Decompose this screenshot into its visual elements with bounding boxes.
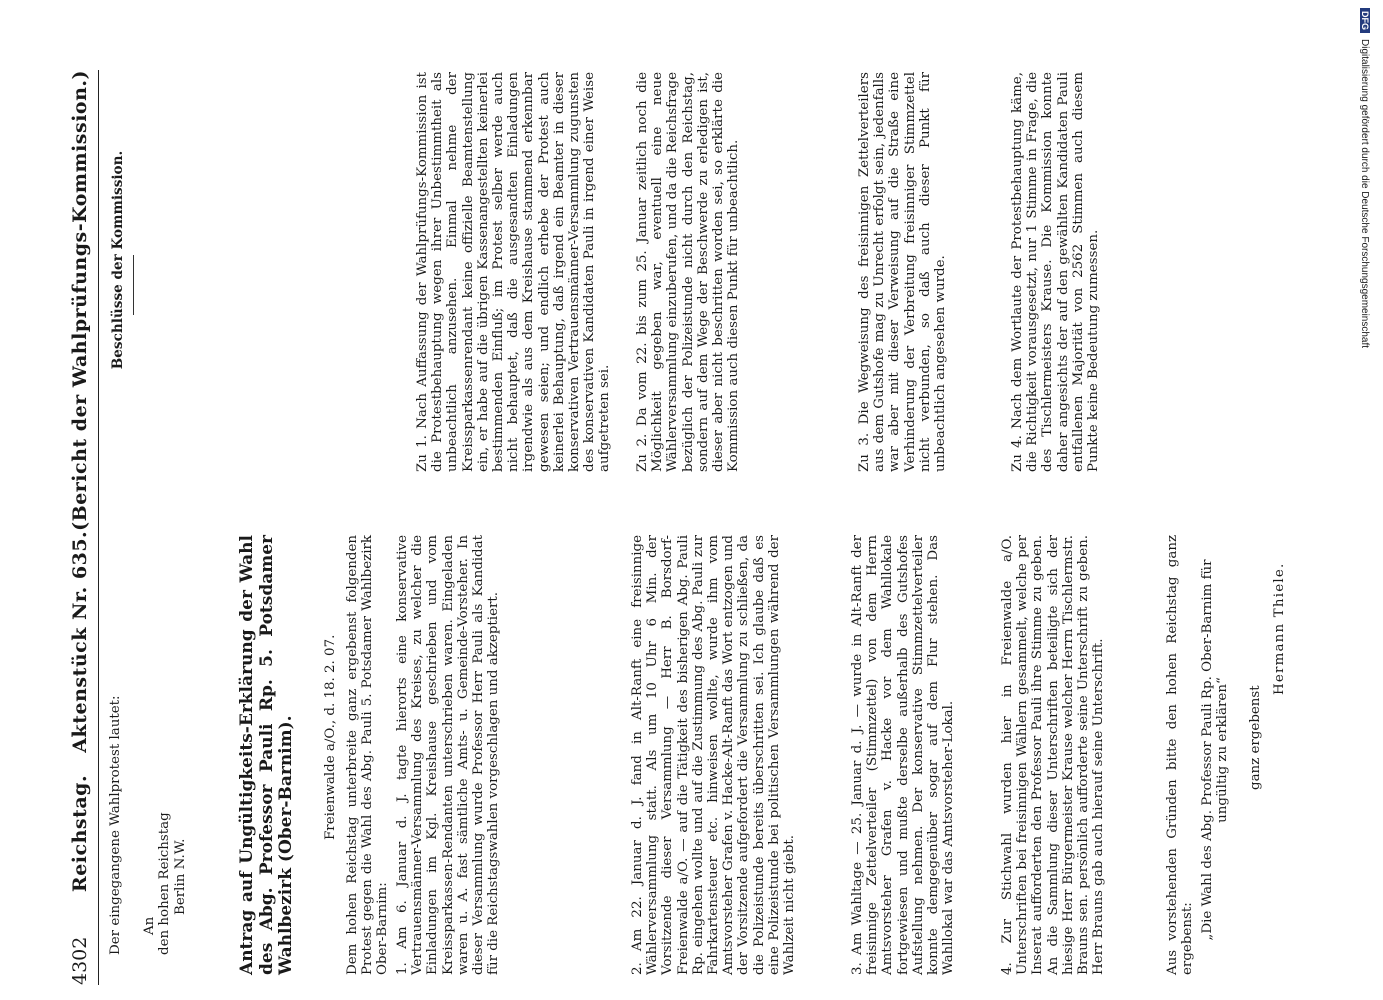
intro-line: Der eingegangene Wahlprotest lautet: [108,695,123,955]
digitization-text: Digitalisierung gefördert durch die Deutsche Forschungsgemeinschaft [1359,39,1371,349]
address-1: An [141,916,157,935]
commission-strip: (Bericht der Wahlprüfungs-Kommission.) [69,70,91,531]
header-strip-rule [98,70,99,985]
place-date: Freienwalde a/O., d. 18. 2. 07. [323,634,338,840]
dfg-logo: DFG [1360,8,1370,33]
paragraph-1: 1. Am 6. Januar d. J. tagte hierorts eine konservative Vertrauensmänner-Versammlung des Kreises, zu welcher die Einladungen im Kgl. Kreishause geschrieben und vom Kreissparkassen-Rendanten unterschrieben waren. Eingeladen waren u. A. fast sämtliche Amts- u. Gemeinde-Vorsteher. In dieser Versammlung wurde Professor Herr Pauli als Kandidat für die Reichstagswahlen vorgeschlagen und akzeptiert. [395,535,502,975]
paragraph-4: 4. Zur Stichwahl wurden hier in Freienwalde a/O. Unterschriften bei freisinnigen Wählern gesammelt, welche per Inserat aufforderten den Professor Pauli ihre Stimme zu geben. An die Sammlung dieser Unterschriften beteiligte sich der hiesige Herr Bürgermeister Krause welcher Herrn Tischlermstr. Brauns sen. persönlich aufforderte seine Unterschrift zu geben. Herr Brauns gab auch hierauf seine Unterschrift. [1000,535,1107,975]
decisions-heading-rule [133,255,134,315]
paragraph-3: 3. Am Wahltage — 25. Januar d. J. — wurde in Alt-Ranft der freisinnige Zettelverteiler (Stimmzettel) von dem Herrn Amtsvorsteher Grafen v. Hacke vor dem Wahllokale fortgewiesen und mußte derselbe außerhalb des Gutshofes Aufstellung nehmen. Der konservative Stimmzettelverteiler konnte demgegenüber sogar auf dem Flur stehen. Das Wahllokal war das Amtsvorsteher-Lokal. [850,535,957,975]
petition-title: Antrag auf Ungültigkeits-Erklärung der Wahl des Abg. Professor Pauli Rp. 5. Potsdamer Wahlbezirk (Ober-Barnim). [237,535,296,975]
decision-zu-4: Zu 4. Nach dem Wortlaute der Protestbehauptung käme, die Richtigkeit vorausgesetzt, nur 1 Stimme in Frage, die des Tischlermeisters Krause. Die Kommission konnte daher angesichts der auf den gewählten Kandidaten Pauli entfallenen Majorität von 2562 Stimmen auch diesem Punkte keine Bedeutung zumessen. [1010,72,1102,472]
quote: „Die Wahl des Abg. Professor Pauli Rp. Ober-Barnim für ungültig zu erklären“ [1200,559,1231,941]
address-2: den hohen Reichstag [157,812,172,955]
decision-zu-1: Zu 1. Nach Auffassung der Wahlprüfungs-Kommission ist die Protestbehauptung wegen ihrer Unbestimmtheit als unbeachtlich anzusehen. Einmal nehme der Kreissparkassenrendant keine offizielle Beamtenstellung ein, er habe auf die übrigen Kassenangestellten keinerlei bestimmenden Einfluß; im Protest selber werde auch nicht behauptet, daß die ausgesandten Einladungen irgendwie als aus dem Kreishause stammend erkennbar gewesen seien; und endlich erhebe der Protest auch keinerlei Behauptung, daß irgend ein Beamter in dieser konservativen Vertrauensmänner-Versammlung zugunsten des konservativen Kandidaten Pauli in irgend einer Weise aufgetreten sei. [415,72,613,472]
decision-zu-2: Zu 2. Da vom 22. bis zum 25. Januar zeitlich noch die Möglichkeit gegeben war, eventuell eine neue Wählerversammlung einzuberufen, und da die Reichsfrage bezüglich der Polizeistunde nicht durch den Reichstag, sondern auf dem Wege der Beschwerde zu erledigen ist, dieser aber nicht beschritten worden sei, so erklärte die Kommission auch diesen Punkt für unbeachtlich. [635,72,742,472]
digitization-notice [1358,8,1372,993]
page-number-strip: 4302 [69,936,91,985]
doc-ref-strip: Aktenstück Nr. 635. [69,530,91,753]
institution-strip: Reichstag. [69,774,91,893]
closing: ganz ergebenst [1248,685,1263,790]
decision-zu-3: Zu 3. Die Wegweisung des freisinnigen Zettelverteilers aus dem Gutshofe mag zu Unrecht erfolgt sein, jedenfalls war aber mit dieser Verweisung auf die Straße eine Verhinderung der Verbreitung freisinniger Stimmzettel nicht verbunden, so daß auch dieser Punkt für unbeachtlich angesehen wurde. [857,72,949,472]
decisions-heading: Beschlüsse der Kommission. [110,150,126,370]
conclusion: Aus vorstehenden Gründen bitte den hohen Reichstag ganz ergebenst: [1165,535,1196,975]
paragraph-2: 2. Am 22. Januar d. J. fand in Alt-Ranft eine freisinnige Wählerversammlung statt. Als um 10 Uhr 6 Min. der Vorsitzende dieser Versammlung — Herr B. Borsdorf-Freienwalde a/O. — auf die Tätigkeit des bisherigen Abg. Pauli Rp. eingehen wollte und auf die Zustimmung des Abg. Pauli zur Fahrkartensteuer etc. hinweisen wollte, wurde ihm vom Amtsvorsteher Grafen v. Hacke-Alt-Ranft das Wort entzogen und der Vorsitzende aufgefordert die Versammlung zu schließen, da die Polizeistunde bereits überschritten sei. Ich glaube daß es eine Polizeistunde bei politischen Versammlungen während der Wahlzeit nicht giebt. [630,535,798,975]
address-3: Berlin N.W. [172,838,188,915]
intro-block [108,535,228,975]
opening-paragraph: Dem hohen Reichstag unterbreite ganz ergebenst folgenden Protest gegen die Wahl des Abg. Pauli 5. Potsdamer Wahlbezirk Ober-Barnim: [345,535,391,975]
signature: Hermann Thiele. [1272,562,1287,695]
header-strip [62,70,98,985]
